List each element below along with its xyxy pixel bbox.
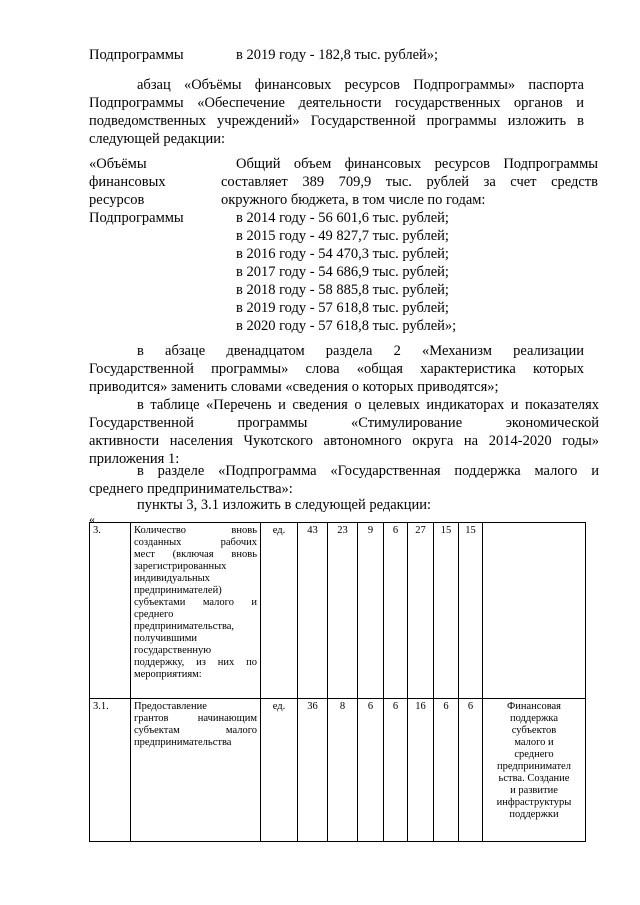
row-value-2018: 16 xyxy=(408,699,434,842)
row-value-2019: 6 xyxy=(434,699,459,842)
row-value-2014: 36 xyxy=(298,699,328,842)
row-description xyxy=(131,699,261,842)
note-line: поддержка xyxy=(509,713,559,724)
passport-year: в 2017 году - 54 686,9 тыс. рублей; xyxy=(236,264,449,280)
row-value-2020: 6 xyxy=(459,699,483,842)
passport-text-line: окружного бюджета, в том числе по годам: xyxy=(221,192,486,208)
passport-label-line: финансовых xyxy=(89,174,166,190)
row-value-2020: 15 xyxy=(459,523,483,699)
passport-label-line: Подпрограммы xyxy=(89,210,184,226)
passport-year: в 2018 году - 58 885,8 тыс. рублей; xyxy=(236,282,449,298)
row-value-2017: 6 xyxy=(384,523,408,699)
desc-line: среднего xyxy=(134,609,174,620)
row-description xyxy=(131,523,261,699)
para4-line: среднего предпринимательства»: xyxy=(89,481,293,497)
para1-line: Подпрограммы «Обеспечение деятельности государственных органов и xyxy=(89,95,584,111)
row-value-2014: 43 xyxy=(298,523,328,699)
note-line: предпринимател xyxy=(497,761,571,772)
row-unit: ед. xyxy=(261,523,298,699)
desc-line: предпринимательства, xyxy=(134,621,235,632)
para2-line: приводится» заменить словами «сведения о которых приводятся»; xyxy=(89,379,499,395)
passport-year: в 2015 году - 49 827,7 тыс. рублей; xyxy=(236,228,449,244)
desc-line: субъектами малого и xyxy=(134,597,257,608)
desc-line: мероприятиям: xyxy=(134,669,202,680)
opening-quote: « xyxy=(89,512,95,526)
indicators-table xyxy=(89,522,586,842)
para2-line: в абзаце двенадцатом раздела 2 «Механизм реализации xyxy=(137,343,584,359)
row-notes xyxy=(483,699,586,842)
para3-line: активности населения Чукотского автономного округа на 2014-2020 годы» xyxy=(89,433,599,449)
note-line: среднего xyxy=(514,749,554,760)
desc-line: грантов начинающим xyxy=(134,713,257,724)
para4-line: в разделе «Подпрограмма «Государственная поддержка малого и xyxy=(137,463,599,479)
row-value-2019: 15 xyxy=(434,523,459,699)
passport-label-line: «Объёмы xyxy=(89,156,147,172)
row-number: 3. xyxy=(90,523,131,699)
desc-line: государственную xyxy=(134,645,212,656)
note-line: ьства. Создание xyxy=(498,773,570,784)
row-number: 3.1. xyxy=(90,699,131,842)
desc-line: субъектам малого xyxy=(134,725,257,736)
para1-line: следующей редакции: xyxy=(89,131,226,147)
desc-line: мест (включая вновь xyxy=(134,549,257,560)
desc-line: индивидуальных xyxy=(134,573,210,584)
desc-line: созданных рабочих xyxy=(134,537,257,548)
para2-line: Государственной программы» слова «общая характеристика которых xyxy=(89,361,584,377)
para1-line: подведомственных учреждений» Государственной программы изложить в xyxy=(89,113,584,129)
row-value-2018: 27 xyxy=(408,523,434,699)
note-line: поддержки xyxy=(509,809,559,820)
para3-line: в таблице «Перечень и сведения о целевых индикаторах и показателях xyxy=(137,397,599,413)
paragraph-5: пункты 3, 3.1 изложить в следующей редакции: xyxy=(137,497,432,513)
row-value-2016: 9 xyxy=(358,523,384,699)
note-line: Финансовая xyxy=(506,701,562,712)
note-line: субъектов xyxy=(511,725,557,736)
row-value-2015: 23 xyxy=(328,523,358,699)
para1-line: абзац «Объёмы финансовых ресурсов Подпрограммы» паспорта xyxy=(137,77,584,93)
para3-line: приложения 1: xyxy=(89,451,180,467)
desc-line: поддержку, из них по xyxy=(134,657,257,668)
passport-year: в 2020 году - 57 618,8 тыс. рублей»; xyxy=(236,318,457,334)
desc-line: Предоставление xyxy=(134,701,207,712)
table-row-3-1 xyxy=(90,699,586,842)
desc-line: получившими xyxy=(134,633,198,644)
para3-line: Государственной программы «Стимулирование экономической xyxy=(89,415,599,431)
row-notes xyxy=(483,523,586,699)
note-line: малого и xyxy=(514,737,554,748)
note-line: инфраструктуры xyxy=(496,797,572,808)
top-label: Подпрограммы xyxy=(89,47,184,63)
row-unit: ед. xyxy=(261,699,298,842)
desc-line: Количество вновь xyxy=(134,525,257,536)
passport-label-line: ресурсов xyxy=(89,192,145,208)
desc-line: зарегистрированных xyxy=(134,561,227,572)
row-value-2017: 6 xyxy=(384,699,408,842)
table-row-3 xyxy=(90,523,586,699)
passport-year: в 2014 году - 56 601,6 тыс. рублей; xyxy=(236,210,449,226)
passport-year: в 2016 году - 54 470,3 тыс. рублей; xyxy=(236,246,449,262)
desc-line: предпринимательства xyxy=(134,737,232,748)
passport-text-line: составляет 389 709,9 тыс. рублей за счет средств xyxy=(221,174,598,190)
desc-line: предпринимателей) xyxy=(134,585,222,596)
passport-year: в 2019 году - 57 618,8 тыс. рублей; xyxy=(236,300,449,316)
passport-text-line: Общий объем финансовых ресурсов Подпрограммы xyxy=(236,156,598,172)
row-value-2015: 8 xyxy=(328,699,358,842)
row-value-2016: 6 xyxy=(358,699,384,842)
top-value: в 2019 году - 182,8 тыс. рублей»; xyxy=(236,47,439,63)
note-line: и развитие xyxy=(510,785,558,796)
